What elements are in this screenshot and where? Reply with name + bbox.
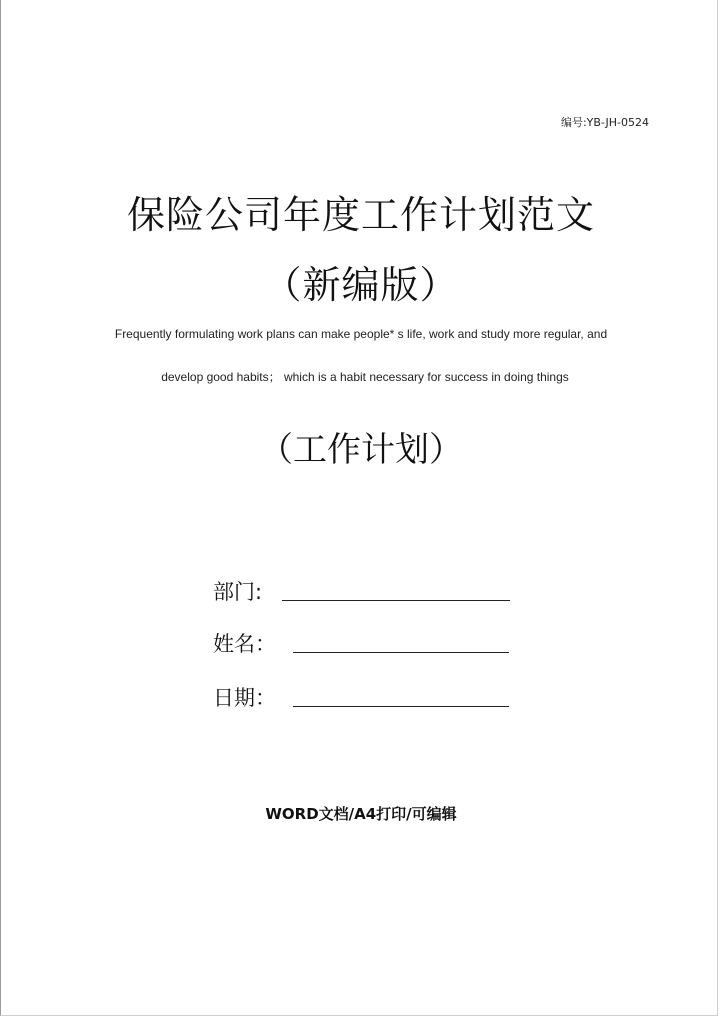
department-field — [213, 576, 513, 606]
department-label: 部门: — [213, 580, 263, 604]
footer-format-note: WORD文档/A4打印/可编辑 — [265, 805, 457, 823]
document-category: （工作计划） — [259, 430, 463, 470]
document-subtitle: （新编版） — [263, 263, 459, 307]
department-blank-line — [282, 600, 510, 601]
name-blank-line — [293, 652, 509, 653]
english-description-line-2: develop good habits； which is a habit necessary for success in doing things — [161, 370, 569, 384]
name-label: 姓名： — [213, 632, 276, 656]
document-number: 编号:YB-JH-0524 — [560, 116, 649, 129]
name-field — [213, 628, 513, 658]
english-description-line-1: Frequently formulating work plans can make people* s life, work and study more regular, and — [114, 327, 608, 341]
date-label: 日期： — [213, 686, 276, 710]
date-blank-line — [293, 706, 509, 707]
document-title: 保险公司年度工作计划范文 — [126, 193, 595, 237]
date-field — [213, 682, 513, 712]
